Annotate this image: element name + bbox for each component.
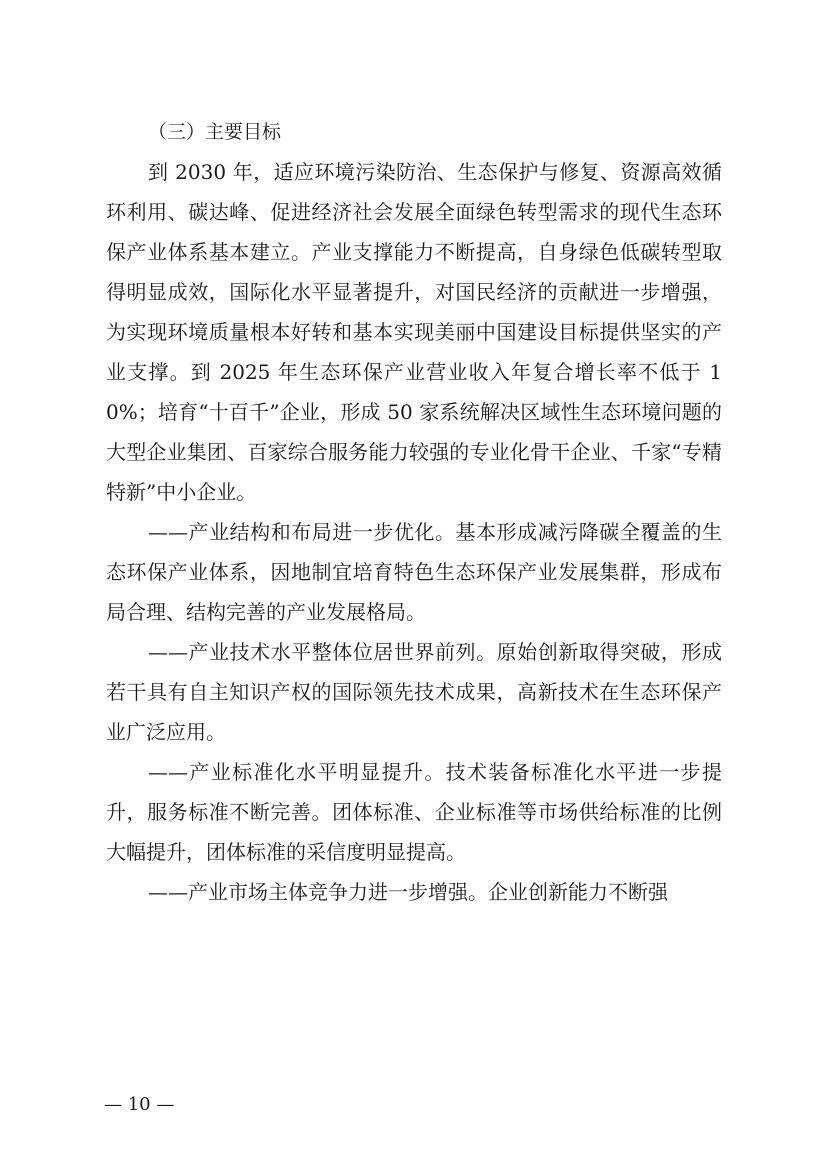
paragraph-technology-level: ——产业技术水平整体位居世界前列。原始创新取得突破，形成若干具有自主知识产权的国际领先技术成果，高新技术在生态环保产业广泛应用。 — [106, 640, 722, 744]
paragraph-standardization: ——产业标准化水平明显提升。技术装备标准化水平进一步提升，服务标准不断完善。团体标准、企业标准等市场供给标准的比例大幅提升，团体标准的采信度明显提高。 — [106, 760, 722, 864]
section-heading: （三）主要目标 — [148, 121, 282, 143]
page-number: — 10 — — [104, 1094, 175, 1115]
paragraph-industry-structure: ——产业结构和布局进一步优化。基本形成减污降碳全覆盖的生态环保产业体系，因地制宜培育特色生态环保产业发展集群，形成布局合理、结构完善的产业发展格局。 — [106, 520, 722, 624]
paragraph-market-competitiveness: ——产业市场主体竞争力进一步增强。企业创新能力不断强 — [148, 880, 668, 904]
page-body — [106, 112, 722, 912]
paragraph-2030-goals: 到 2030 年，适应环境污染防治、生态保护与修复、资源高效循环利用、碳达峰、促进经济社会发展全面绿色转型需求的现代生态环保产业体系基本建立。产业支撑能力不断提高，自身绿色低碳转型取得明显成效，国际化水平显著提升，对国民经济的贡献进一步增强，为实现环境质量根本好转和基本实现美丽中国建设目标提供坚实的产业支撑。到 2025 年生态环保产业营业收入年复合增长率不低于 10%；培育“十百千”企业，形成 50 家系统解决区域性生态环境问题的大型企业集团、百家综合服务能力较强的专业化骨干企业、千家“专精特新”中小企业。 — [106, 160, 722, 504]
